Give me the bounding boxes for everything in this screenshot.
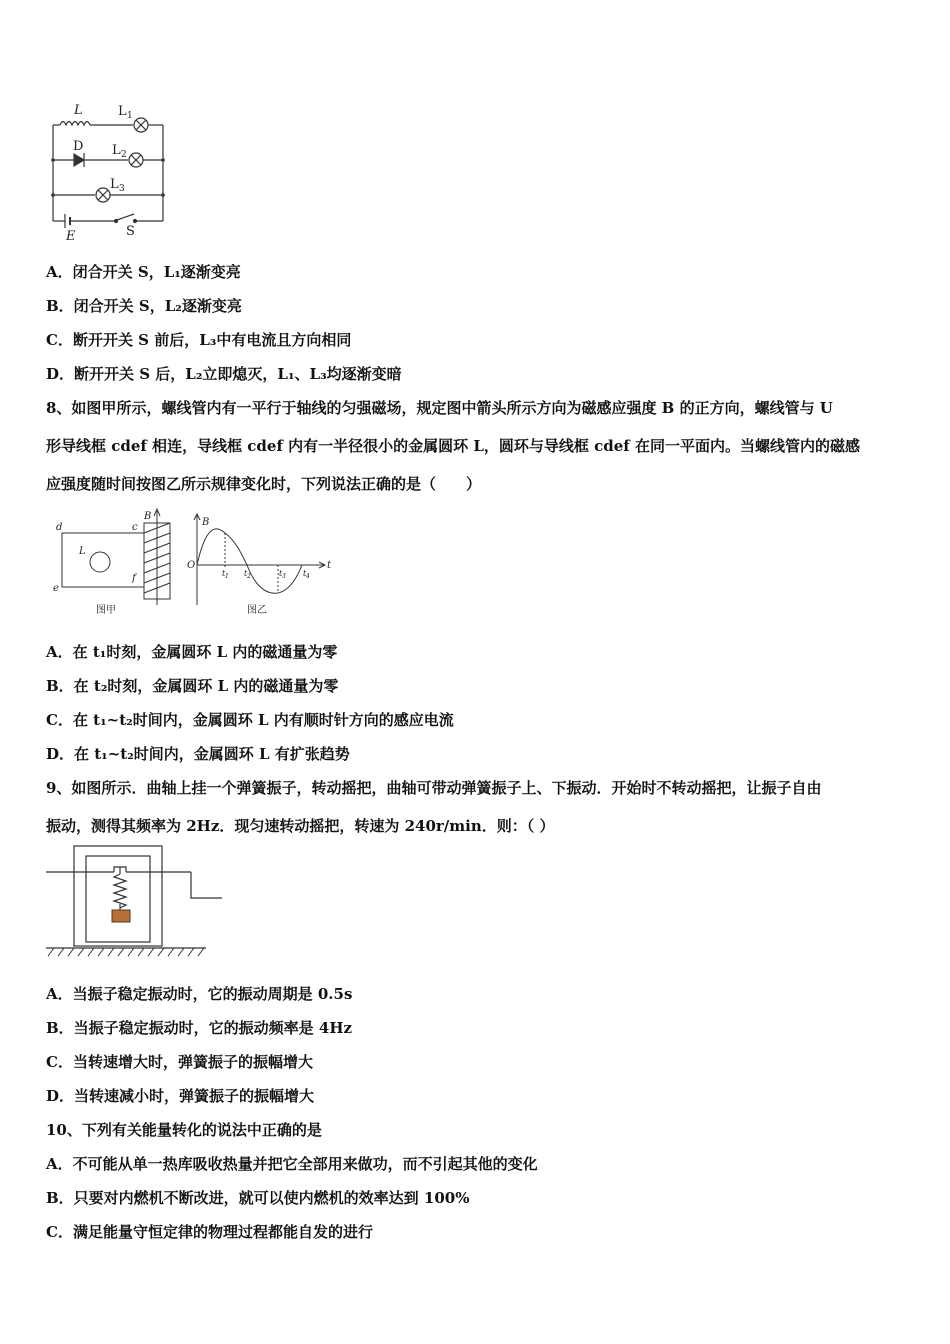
solenoid-figure bbox=[46, 505, 336, 620]
q10-option-a: A．不可能从单一热库吸收热量并把它全部用来做功，而不引起其他的变化 bbox=[46, 1155, 538, 1173]
lamp2-label-sub: 2 bbox=[121, 150, 127, 160]
circuit-diagram bbox=[46, 98, 176, 246]
corner-d: d bbox=[56, 522, 63, 533]
lamp1-label: L bbox=[118, 104, 127, 119]
q8-stem-line3: 应强度随时间按图乙所示规律变化时，下列说法正确的是（ ） bbox=[46, 475, 482, 493]
lamp2-label: L bbox=[112, 143, 121, 158]
q8-stem-line1: 8、如图甲所示，螺线管内有一平行于轴线的匀强磁场，规定图中箭头所示方向为磁感应强度 B 的正方向，螺线管与 U bbox=[46, 399, 833, 417]
lamp1-label-sub: 1 bbox=[127, 111, 133, 121]
origin-label: O bbox=[187, 560, 196, 571]
corner-e: e bbox=[53, 583, 59, 594]
q8-option-a: A．在 t₁时刻，金属圆环 L 内的磁通量为零 bbox=[46, 643, 338, 661]
tick-t3-sub: 3 bbox=[282, 573, 286, 580]
q9-option-a: A．当振子稳定振动时，它的振动周期是 0.5s bbox=[46, 985, 353, 1003]
q9-stem-line1: 9、如图所示．曲轴上挂一个弹簧振子，转动摇把，曲轴可带动弹簧振子上、下振动．开始时不转动摇把，让振子自由 bbox=[46, 779, 822, 797]
q9-option-d: D．当转速减小时，弹簧振子的振幅增大 bbox=[46, 1087, 315, 1105]
q7-option-b: B．闭合开关 S，L₂逐渐变亮 bbox=[46, 297, 242, 315]
axis-label-b: B bbox=[202, 517, 210, 528]
caption-fig-yi: 图乙 bbox=[247, 605, 267, 616]
q8-option-b: B．在 t₂时刻，金属圆环 L 内的磁通量为零 bbox=[46, 677, 339, 695]
q7-option-a: A．闭合开关 S，L₁逐渐变亮 bbox=[46, 263, 241, 281]
tick-t2: t bbox=[244, 569, 248, 578]
corner-c: c bbox=[132, 522, 138, 533]
lamp3-label: L bbox=[110, 177, 119, 192]
lamp3-label-sub: 3 bbox=[119, 184, 125, 194]
q8-option-d: D．在 t₁~t₂时间内，金属圆环 L 有扩张趋势 bbox=[46, 745, 350, 763]
q7-option-d: D．断开开关 S 后，L₂立即熄灭，L₁、L₃均逐渐变暗 bbox=[46, 365, 402, 383]
q9-option-c: C．当转速增大时，弹簧振子的振幅增大 bbox=[46, 1053, 313, 1071]
corner-f: f bbox=[132, 573, 136, 584]
tick-t1: t bbox=[222, 569, 226, 578]
diode-label: D bbox=[73, 139, 84, 154]
tick-t3: t bbox=[279, 569, 283, 578]
q10-option-c: C．满足能量守恒定律的物理过程都能自发的进行 bbox=[46, 1223, 373, 1241]
caption-fig-jia: 图甲 bbox=[96, 605, 116, 616]
q10-stem: 10、下列有关能量转化的说法中正确的是 bbox=[46, 1121, 322, 1139]
q10-option-b: B．只要对内燃机不断改进，就可以使内燃机的效率达到 100% bbox=[46, 1189, 470, 1207]
q9-option-b: B．当振子稳定振动时，它的振动频率是 4Hz bbox=[46, 1019, 353, 1037]
oscillator-block bbox=[112, 910, 130, 922]
tick-t4-sub: 4 bbox=[306, 573, 310, 580]
spring-oscillator-figure bbox=[46, 842, 226, 966]
switch-label: S bbox=[126, 224, 135, 239]
inductor-label: L bbox=[74, 103, 83, 118]
tick-t4: t bbox=[303, 569, 307, 578]
axis-label-t: t bbox=[327, 560, 332, 571]
q8-stem-line2: 形导线框 cdef 相连，导线框 cdef 内有一半径很小的金属圆环 L，圆环与导线框 cdef 在同一平面内。当螺线管内的磁感 bbox=[46, 437, 860, 455]
field-label-b: B bbox=[144, 511, 152, 522]
q9-stem-line2: 振动，测得其频率为 2Hz．现匀速转动摇把，转速为 240r/min．则：（ ） bbox=[46, 817, 555, 835]
q8-option-c: C．在 t₁~t₂时间内，金属圆环 L 内有顺时针方向的感应电流 bbox=[46, 711, 454, 729]
battery-label: E bbox=[66, 229, 76, 244]
tick-t1-sub: 1 bbox=[225, 573, 229, 580]
tick-t2-sub: 2 bbox=[247, 573, 251, 580]
q7-option-c: C．断开开关 S 前后，L₃中有电流且方向相同 bbox=[46, 331, 352, 349]
ring-label: L bbox=[79, 546, 86, 557]
